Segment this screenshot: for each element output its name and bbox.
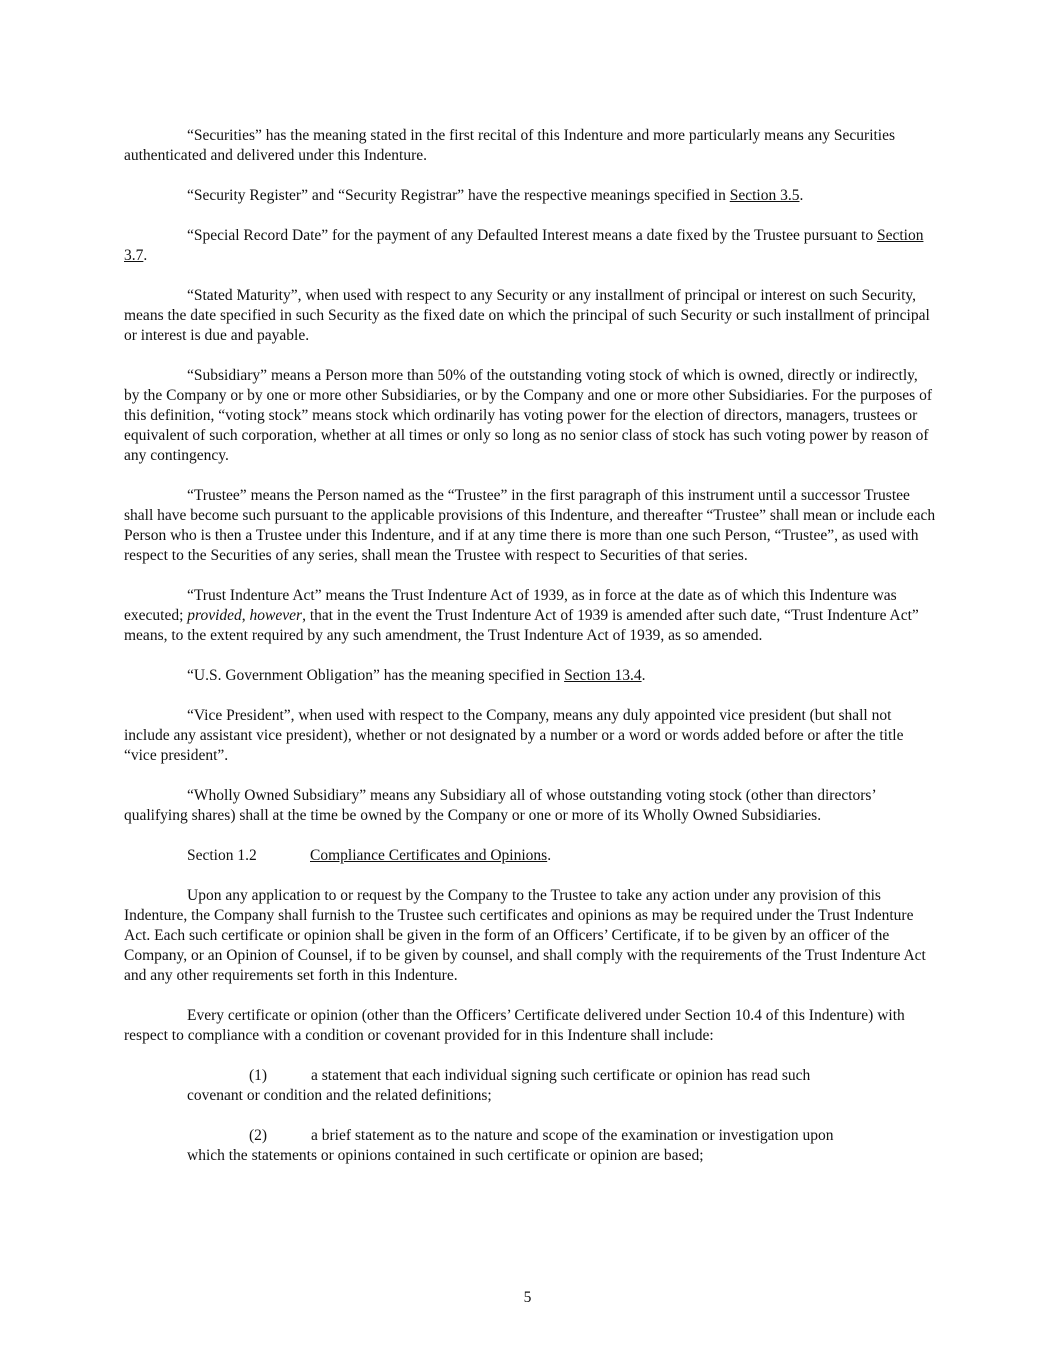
definition-securities: “Securities” has the meaning stated in the first recital of this Indenture and more particularly means any Securities authenticated and delivered under this Indenture. xyxy=(124,127,896,164)
definition-text: “U.S. Government Obligation” has the meaning specified in xyxy=(187,667,565,684)
section-3-5-reference: Section 3.5 xyxy=(729,187,800,204)
definition-text: , that in the event the Trust Indenture Act of 1939 is amended after such date, “Trust Indenture Act” means, to the extent required by any such amendment, the Trust Indenture Act of 1939, as so amended. xyxy=(124,607,919,644)
section-13-4-reference: Section 13.4 xyxy=(564,667,642,684)
section-heading xyxy=(124,846,936,866)
definition-trust-indenture-act xyxy=(124,586,936,646)
section-3-7-reference: Section 3.7 xyxy=(124,227,924,264)
definition-text: “Trust Indenture Act” means the Trust Indenture Act of 1939, as in force at the date as of which this Indenture was executed; xyxy=(124,587,897,624)
clause-1 xyxy=(124,1066,936,1106)
clause-text: a brief statement as to the nature and scope of the examination or investigation upon xyxy=(311,1127,834,1144)
clause-2 xyxy=(124,1126,936,1166)
definition-us-government-obligation xyxy=(124,666,936,686)
definition-security-register xyxy=(124,186,936,206)
definition-text: “Special Record Date” for the payment of any Defaulted Interest means a date fixed by the Trustee pursuant to xyxy=(187,227,877,244)
clause-text-continued: covenant or condition and the related definitions; xyxy=(187,1087,492,1104)
definition-text: , xyxy=(241,607,250,624)
definition-wholly-owned-subsidiary: “Wholly Owned Subsidiary” means any Subsidiary all of whose outstanding voting stock (other than directors’ qualifying shares) shall at the time be owned by the Company or one or more of its Wholly Owned Subsidiaries. xyxy=(124,787,876,824)
paragraph-upon-application: Upon any application to or request by the Company to the Trustee to take any action under any provision of this Indenture, the Company shall furnish to the Trustee such certificates and opinions as may be required under the Trust Indenture Act. Each such certificate or opinion shall be given in the form of an Officers’ Certificate, if to be given by an officer of the Company, or an Opinion of Counsel, if to be given by counsel, and shall comply with the requirements of the Trust Indenture Act and any other requirements set forth in this Indenture. xyxy=(124,887,926,984)
however-italic: however xyxy=(249,607,303,624)
definition-text: “Security Register” and “Security Registrar” have the respective meanings specified in xyxy=(187,187,730,204)
clause-text-continued: which the statements or opinions contained in such certificate or opinion are based; xyxy=(187,1147,704,1164)
definition-vice-president: “Vice President”, when used with respect to the Company, means any duly appointed vice president (but shall not include any assistant vice president), whether or not designated by a number or a word or words added before or after the title “vice president”. xyxy=(124,707,904,764)
section-number: Section 1.2 xyxy=(187,847,257,864)
definition-stated-maturity: “Stated Maturity”, when used with respect to any Security or any installment of principal or interest on such Security, means the date specified in such Security as the fixed date on which the principal of such Security or such installment of principal or interest is due and payable. xyxy=(124,287,930,344)
provided-italic: provided xyxy=(187,607,242,624)
clause-text: a statement that each individual signing such certificate or opinion has read such xyxy=(311,1067,811,1084)
paragraph-every-certificate: Every certificate or opinion (other than the Officers’ Certificate delivered under Section 10.4 of this Indenture) with respect to compliance with a condition or covenant provided for in this Indenture shall include: xyxy=(124,1007,905,1044)
definition-text: . xyxy=(143,247,148,264)
definition-text: . xyxy=(641,667,646,684)
document-body xyxy=(124,126,936,1186)
definition-text: . xyxy=(799,187,804,204)
page-number: 5 xyxy=(523,1289,532,1306)
clause-number: (1) xyxy=(249,1067,268,1084)
section-title: Compliance Certificates and Opinions xyxy=(310,847,548,864)
definition-subsidiary: “Subsidiary” means a Person more than 50% of the outstanding voting stock of which is owned, directly or indirectly, by the Company or by one or more other Subsidiaries, or by the Company and one or more other Subsidiaries. For the purposes of this definition, “voting stock” means stock which ordinarily has voting power for the election of directors, managers, trustees or equivalent of such corporation, whether at all times or only so long as no senior class of stock has such voting power by reason of any contingency. xyxy=(124,367,933,464)
clause-number: (2) xyxy=(249,1127,268,1144)
definition-trustee: “Trustee” means the Person named as the “Trustee” in the first paragraph of this instrument until a successor Trustee shall have become such pursuant to the applicable provisions of this Indenture, and thereafter “Trustee” shall mean or include each Person who is then a Trustee under this Indenture, and if at any time there is more than one such Person, “Trustee”, as used with respect to the Securities of any series, shall mean the Trustee with respect to Securities of that series. xyxy=(124,487,936,564)
definition-special-record-date xyxy=(124,226,936,266)
section-title-period: . xyxy=(547,847,552,864)
